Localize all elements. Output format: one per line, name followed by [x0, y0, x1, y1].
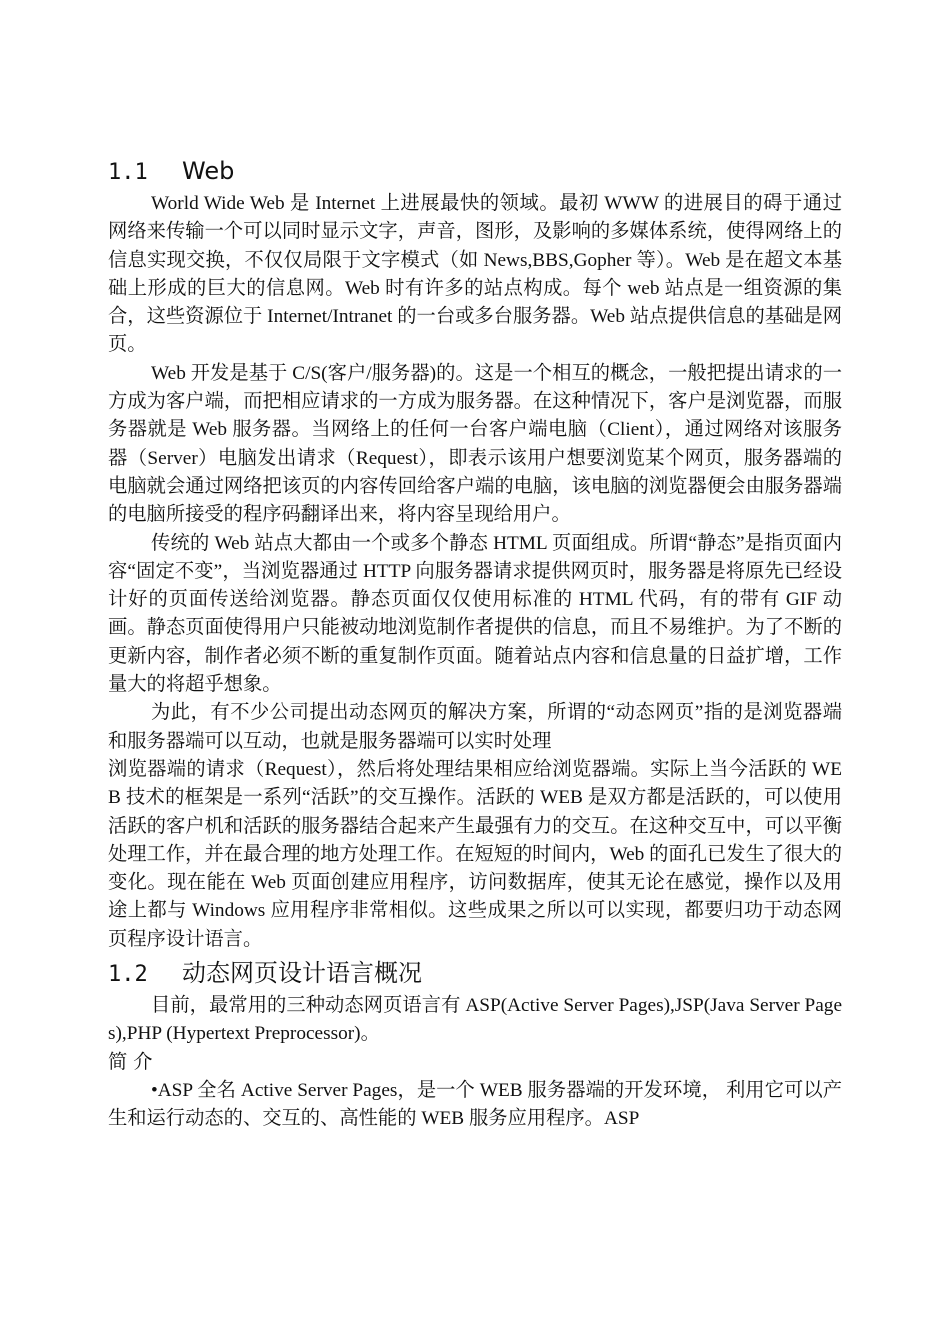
section-title: 动态网页设计语言概况 [182, 959, 422, 988]
section-heading-web [108, 152, 842, 190]
paragraph-languages: 目前，最常用的三种动态网页语言有 ASP(Active Server Pages),JSP(Java Server Pages),PHP (Hypertext Preprocessor)。 [108, 995, 842, 1045]
paragraph-web-cs: Web 开发是基于 C/S(客户/服务器)的。这是一个相互的概念，一般把提出请求的一方成为客户端，而把相应请求的一方成为服务器。在这种情况下，客户是浏览器，而服务器就是 Web 服务器。当网络上的任何一台客户端电脑（Client），通过网络对该服务器（Server）电脑发出请求（Request），即表示该用户想要浏览某个网页，服务器端的电脑就会通过网络把该页的内容传回给客户端的电脑，该电脑的浏览器便会由服务器端的电脑所接受的程序码翻译出来，将内容呈现给用户。 [108, 362, 842, 526]
subsection-label: 简介 [108, 1051, 159, 1073]
section-number: 1.2 [108, 962, 148, 988]
document-page [108, 152, 842, 1134]
section-number: 1.1 [108, 160, 148, 185]
paragraph-web-intro: World Wide Web 是 Internet 上进展最快的领域。最初 WWW 的进展目的碍于通过网络来传输一个可以同时显示文字，声音，图形，及影响的多媒体系统，使得网络上的信息实现交换，不仅仅局限于文字模式（如 News,BBS,Gopher 等）。Web 是在超文本基础上形成的巨大的信息网。Web 时有许多的站点构成。每个 web 站点是一组资源的集合，这些资源位于 Internet/Intranet 的一台或多台服务器。Web 站点提供信息的基础是网页。 [108, 193, 842, 356]
paragraph-dynamic-pages-start: 为此，有不少公司提出动态网页的解决方案，所谓的“动态网页”指的是浏览器端和服务器端可以互动，也就是服务器端可以实时处理 [108, 702, 842, 752]
section-title: Web [182, 157, 235, 185]
paragraph-static-pages: 传统的 Web 站点大都由一个或多个静态 HTML 页面组成。所谓“静态”是指页面内容“固定不变”，当浏览器通过 HTTP 向服务器请求提供网页时，服务器是将原先已经设计好的页面传送给浏览器。静态页面仅仅使用标准的 HTML 代码，有的带有 GIF 动画。静态页面使得用户只能被动地浏览制作者提供的信息，而且不易维护。为了不断的更新内容，制作者必须不断的重复制作页面。随着站点内容和信息量的日益扩增，工作量大的将超乎想象。 [108, 532, 842, 696]
section-heading-dynamic-languages [108, 954, 842, 992]
paragraph-dynamic-pages-cont: 浏览器端的请求（Request），然后将处理结果相应给浏览器端。实际上当今活跃的 WEB 技术的框架是一系列“活跃”的交互操作。活跃的 WEB 是双方都是活跃的，可以使用活跃的客户机和活跃的服务器结合起来产生最强有力的交互。在这种交互中，可以平衡处理工作，并在最合理的地方处理工作。在短短的时间内，Web 的面孔已发生了很大的变化。现在能在 Web 页面创建应用程序，访问数据库，使其无论在感觉，操作以及用途上都与 Windows 应用程序非常相似。这些成果之所以可以实现，都要归功于动态网页程序设计语言。 [108, 758, 842, 950]
paragraph-asp: •ASP 全名 Active Server Pages，是一个 WEB 服务器端的开发环境， 利用它可以产生和运行动态的、交互的、高性能的 WEB 服务应用程序。ASP [108, 1079, 842, 1130]
